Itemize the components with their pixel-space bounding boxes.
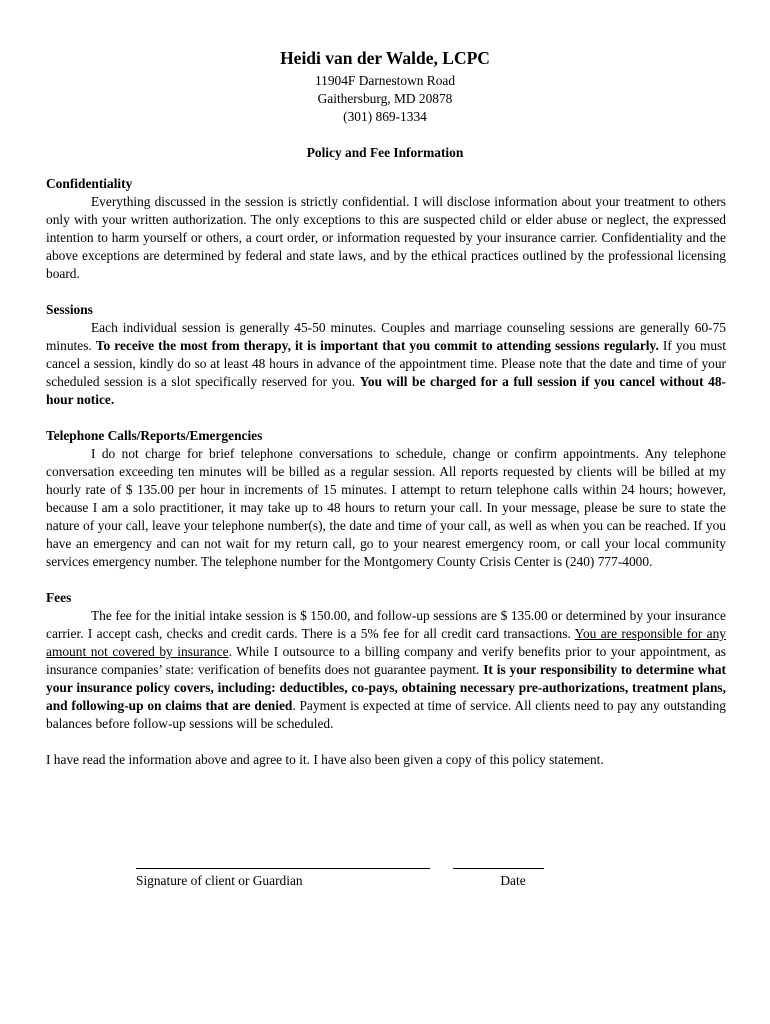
phone-number: (301) 869-1334 — [343, 109, 427, 124]
section-heading: Telephone Calls/Reports/Emergencies — [46, 428, 263, 443]
section-paragraph: Everything discussed in the session is strictly confidential. I will disclose information about your treatment to others only with your written authorization. The only exceptions to this are suspected child or elder abuse or neglect, the expressed intention to harm yourself or others, a court order, or information requested by your insurance carrier. Confidentiality and the above exceptions are determined by federal and state laws, and by the ethical practices outlined by the professional licensing board. — [46, 194, 726, 281]
section-heading: Fees — [46, 590, 72, 605]
client-signature-label: Signature of client or Guardian — [136, 873, 303, 888]
bold-text-run: You will be charged for a full session if you cancel without 48- hour notice. — [46, 374, 726, 407]
text-run: . While I outsource to a billing company and verify benefits prior to your appointment, as insurance companies’ state: verification of benefits does not guarantee payment. — [46, 644, 726, 677]
bold-text-run: To receive the most from therapy, it is important that you commit to attending sessions regularly. — [95, 338, 659, 353]
address-line-1: 11904F Darnestown Road — [314, 73, 456, 88]
bold-text-run: It is your responsibility to determine what your insurance policy covers, including: deductibles, co-pays, obtaining necessary pre-authorizations, treatment plans, and following-up on claims that are denied — [46, 662, 727, 713]
section-confidentiality — [46, 175, 726, 283]
text-run: The fee for the initial intake session is $ 150.00, and follow-up sessions are $ 135.00 or determined by your insurance carrier. I accept cash, checks and credit cards. There is a 5% fee for all credit card transactions. — [46, 608, 726, 641]
text-run: If you must cancel a session, kindly do so at least 48 hours in advance of the appointment time. Please note that the date and time of your scheduled session is a slot specifically reserved for you. — [46, 338, 726, 389]
address-line-2: Gaithersburg, MD 20878 — [317, 91, 453, 106]
client-signature-line[interactable] — [136, 868, 430, 869]
section-heading: Confidentiality — [46, 176, 133, 191]
section-paragraph — [46, 607, 726, 733]
text-run: . Payment is expected at time of service. All clients need to pay any outstanding balances before follow-up sessions will be scheduled. — [46, 698, 726, 731]
practitioner-name: Heidi van der Walde, LCPC — [280, 48, 490, 68]
underlined-text-run: You are responsible for any amount not covered by insurance — [46, 626, 726, 659]
letterhead — [0, 46, 770, 162]
date-label: Date — [500, 873, 526, 888]
section-paragraph: I do not charge for brief telephone conversations to schedule, change or confirm appointments. Any telephone conversation exceeding ten minutes will be billed as a regular session. All reports requested by clients will be billed at my hourly rate of $ 135.00 per hour in increments of 15 minutes. I attempt to return telephone calls within 24 hours; however, because I am a solo practitioner, it may take up to 48 hours to return your call. In your message, please be sure to state the nature of your call, leave your telephone number(s), the date and time of your call, as well as when you can be reached. If you have an emergency and can not wait for my return call, go to your nearest emergency room, or call your local community services emergency number. The telephone number for the Montgomery County Crisis Center is (240) 777-4000. — [46, 446, 726, 569]
date-line[interactable] — [453, 868, 544, 869]
document-body — [46, 175, 726, 787]
section-fees — [46, 589, 726, 733]
document-title: Policy and Fee Information — [306, 145, 464, 160]
section-heading: Sessions — [46, 302, 93, 317]
section-sessions — [46, 301, 726, 409]
section-telephone — [46, 427, 726, 571]
section-paragraph — [46, 319, 726, 409]
agreement-statement: I have read the information above and agree to it. I have also been given a copy of this policy statement. — [46, 752, 604, 767]
text-run: Each individual session is generally 45-50 minutes. Couples and marriage counseling sessions are generally 60-75 minutes. — [46, 320, 726, 353]
